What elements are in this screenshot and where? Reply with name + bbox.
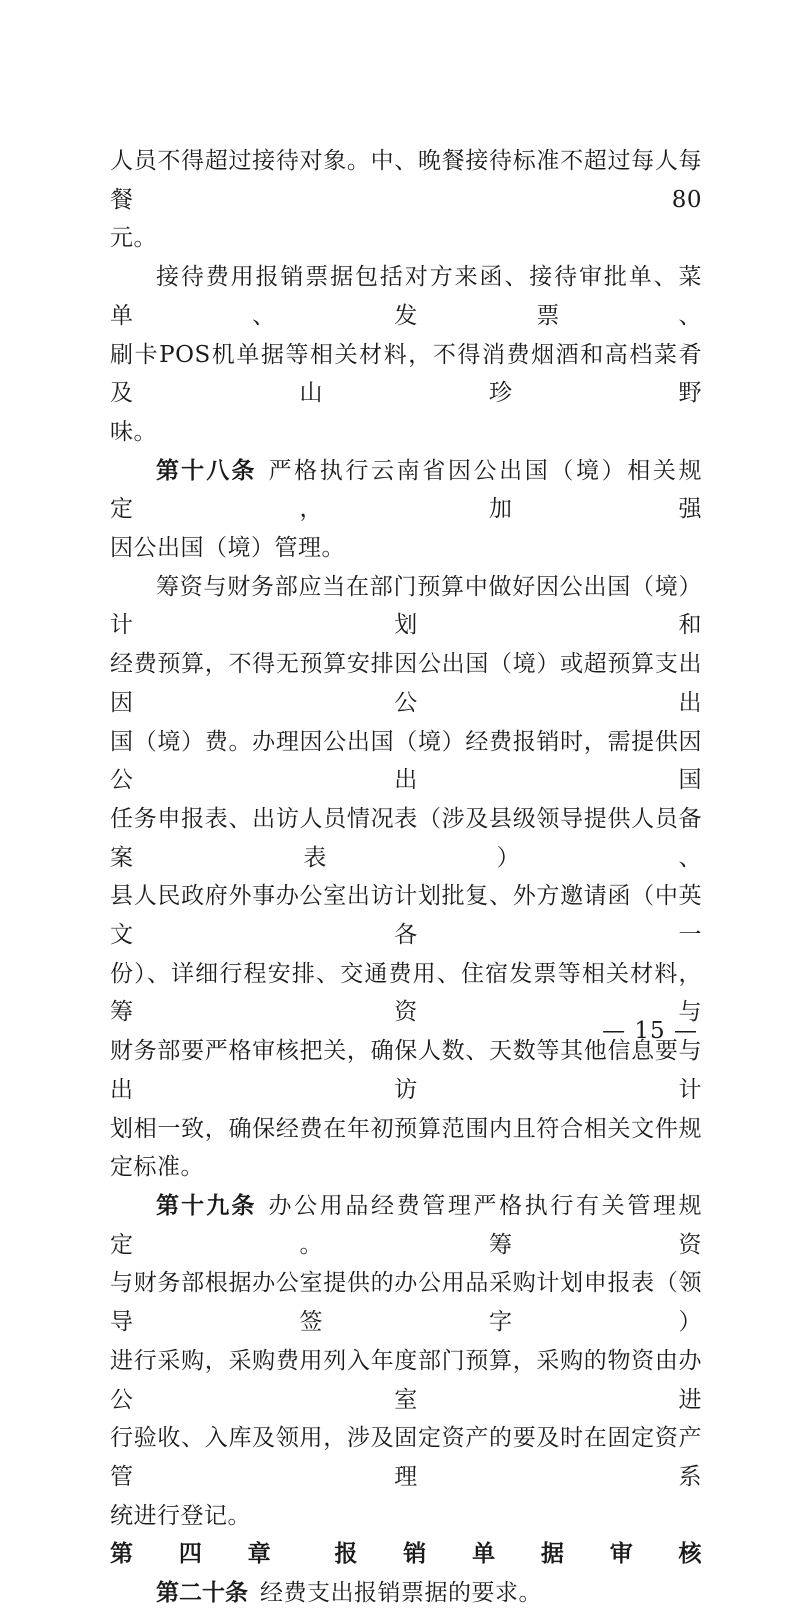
paragraph-line: 进行采购，采购费用列入年度部门预算，采购的物资由办公室进 (110, 1347, 702, 1413)
article-number: 第二十条 (156, 1580, 248, 1607)
article-20 (110, 1574, 702, 1613)
paragraph-line: 财务部要严格审核把关，确保人数、天数等其他信息要与出访计 (110, 1038, 702, 1103)
paragraph-line: 行验收、入库及领用，涉及固定资产的要及时在固定资产管理系 (110, 1425, 702, 1490)
chapter-heading (110, 1535, 702, 1574)
paragraph-line: 味。 (110, 418, 157, 445)
page-number: — 15 — (602, 1018, 698, 1044)
paragraph-line: 任务申报表、出访人员情况表（涉及县级领导提供人员备案表）、 (110, 805, 702, 871)
article-number: 第十八条 (156, 457, 257, 484)
article-19: 第十九条 办公用品经费管理严格执行有关管理规定。筹资 (110, 1192, 702, 1258)
article-18: 第十八条 严格执行云南省因公出国（境）相关规定，加强 (110, 457, 702, 523)
paragraph-line: 划相一致，确保经费在年初预算范围内且符合相关文件规定标准。 (110, 1115, 702, 1181)
paragraph-line: 筹资与财务部应当在部门预算中做好因公出国（境）计划和 (110, 573, 702, 639)
paragraph-line: 与财务部根据办公室提供的办公用品采购计划申报表（领导签字） (110, 1270, 702, 1336)
article-text: 经费支出报销票据的要求。 (260, 1580, 542, 1607)
article-number: 第十九条 (156, 1192, 257, 1219)
paragraph-line: 国（境）费。办理因公出国（境）经费报销时，需提供因公出国 (110, 728, 702, 794)
paragraph-line: 县人民政府外事办公室出访计划批复、外方邀请函（中英文各一 (110, 883, 702, 949)
paragraph-line: 接待费用报销票据包括对方来函、接待审批单、菜单、发票、 (110, 264, 702, 329)
paragraph-line: 元。 (110, 225, 157, 252)
paragraph-line: 统进行登记。 (110, 1502, 251, 1529)
paragraph-line: 份）、详细行程安排、交通费用、住宿发票等相关材料，筹资与 (110, 960, 702, 1026)
document-body (110, 142, 702, 1613)
paragraph-line: 经费预算，不得无预算安排因公出国（境）或超预算支出因公出 (110, 651, 702, 716)
paragraph-line: 人员不得超过接待对象。中、晚餐接待标准不超过每人每餐80 (110, 148, 702, 213)
chapter-number: 第四章 (110, 1541, 317, 1568)
paragraph-line: 刷卡POS机单据等相关材料，不得消费烟酒和高档菜肴及山珍野 (110, 341, 702, 407)
chapter-title: 报销单据审核 (334, 1541, 702, 1568)
paragraph-line: 因公出国（境）管理。 (110, 535, 345, 562)
